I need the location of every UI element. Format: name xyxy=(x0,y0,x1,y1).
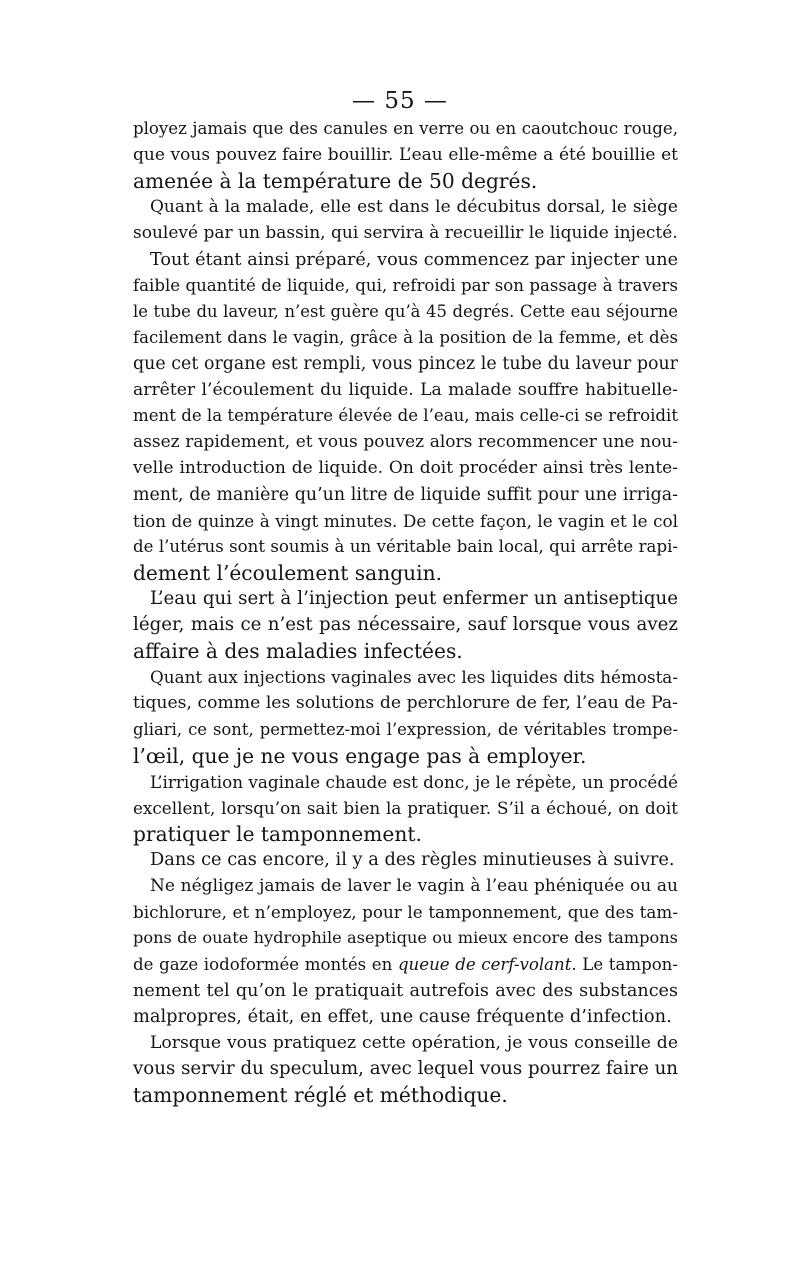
text-line: affaire à des maladies infectées. xyxy=(133,639,463,664)
text-line: léger, mais ce n’est pas nécessaire, sauf lorsque vous avez xyxy=(133,614,678,636)
text-line: gliari, ce sont, permettez-moi l’expression, de véritables trompe- xyxy=(133,719,678,739)
text-line: Tout étant ainsi préparé, vous commencez par injecter une xyxy=(150,249,678,270)
text-line: ment de la température élevée de l’eau, mais celle-ci se refroidit xyxy=(133,406,678,426)
text-line: tamponnement réglé et méthodique. xyxy=(133,1083,508,1108)
text-line: faible quantité de liquide, qui, refroidi par son passage à travers xyxy=(133,275,678,295)
text-line: Quant aux injections vaginales avec les liquides dits hémosta- xyxy=(150,667,678,688)
text-line: assez rapidement, et vous pouvez alors recommencer une nou- xyxy=(133,432,678,453)
text-line xyxy=(133,952,678,978)
text-line: dement l’écoulement sanguin. xyxy=(133,560,442,585)
text-line: L’irrigation vaginale chaude est donc, je le répète, un procédé xyxy=(150,771,678,792)
text-fragment: . Le tampon- xyxy=(571,954,678,974)
text-line: Dans ce cas encore, il y a des règles minutieuses à suivre. xyxy=(150,849,675,871)
text-line: velle introduction de liquide. On doit procéder ainsi très lente- xyxy=(133,458,678,479)
text-line: nement tel qu’on le pratiquait autrefois avec des substances xyxy=(133,980,678,1001)
body-text xyxy=(133,116,678,1108)
text-line: ployez jamais que des canules en verre ou en caoutchouc rouge, xyxy=(133,119,678,138)
text-line: que cet organe est rempli, vous pincez le tube du laveur pour xyxy=(133,353,678,374)
text-line: arrêter l’écoulement du liquide. La malade souffre habituelle- xyxy=(133,380,678,401)
text-line: ment, de manière qu’un litre de liquide suffit pour une irriga- xyxy=(133,484,678,505)
text-line: le tube du laveur, n’est guère qu’à 45 degrés. Cette eau séjourne xyxy=(133,301,678,321)
text-line: soulevé par un bassin, qui servira à recueillir le liquide injecté. xyxy=(133,223,678,244)
text-line: de l’utérus sont soumis à un véritable bain local, qui arrête rapi- xyxy=(133,536,678,556)
text-line: pratiquer le tamponnement. xyxy=(133,821,422,846)
text-fragment: de gaze iodoformée montés en xyxy=(133,954,398,974)
text-line: l’œil, que je ne vous engage pas à employer. xyxy=(133,743,587,768)
page-number: — 55 — xyxy=(352,88,448,114)
text-line: L’eau qui sert à l’injection peut enfermer un antiseptique xyxy=(150,587,678,609)
text-line: amenée à la température de 50 degrés. xyxy=(133,169,538,194)
text-line: tiques, comme les solutions de perchlorure de fer, l’eau de Pa- xyxy=(133,693,678,714)
text-line: tion de quinze à vingt minutes. De cette façon, le vagin et le col xyxy=(133,510,678,531)
text-line: vous servir du speculum, avec lequel vous pourrez faire un xyxy=(133,1057,678,1079)
text-line: excellent, lorsqu’on sait bien la pratiquer. S’il a échoué, on doit xyxy=(133,797,678,818)
text-line: Lorsque vous pratiquez cette opération, je vous conseille de xyxy=(150,1032,678,1053)
text-line: pons de ouate hydrophile aseptique ou mieux encore des tampons xyxy=(133,928,678,948)
text-line: malpropres, était, en effet, une cause fréquente d’infection. xyxy=(133,1005,672,1027)
text-line: que vous pouvez faire bouillir. L’eau elle-même a été bouillie et xyxy=(133,145,678,166)
text-line: Quant à la malade, elle est dans le décubitus dorsal, le siège xyxy=(150,197,678,218)
text-line: bichlorure, et n’employez, pour le tamponnement, que des tam- xyxy=(133,902,678,923)
text-line: Ne négligez jamais de laver le vagin à l’eau phéniquée ou au xyxy=(150,876,678,897)
italic-phrase: queue de cerf-volant xyxy=(397,954,572,974)
text-line: facilement dans le vagin, grâce à la position de la femme, et dès xyxy=(133,327,678,347)
